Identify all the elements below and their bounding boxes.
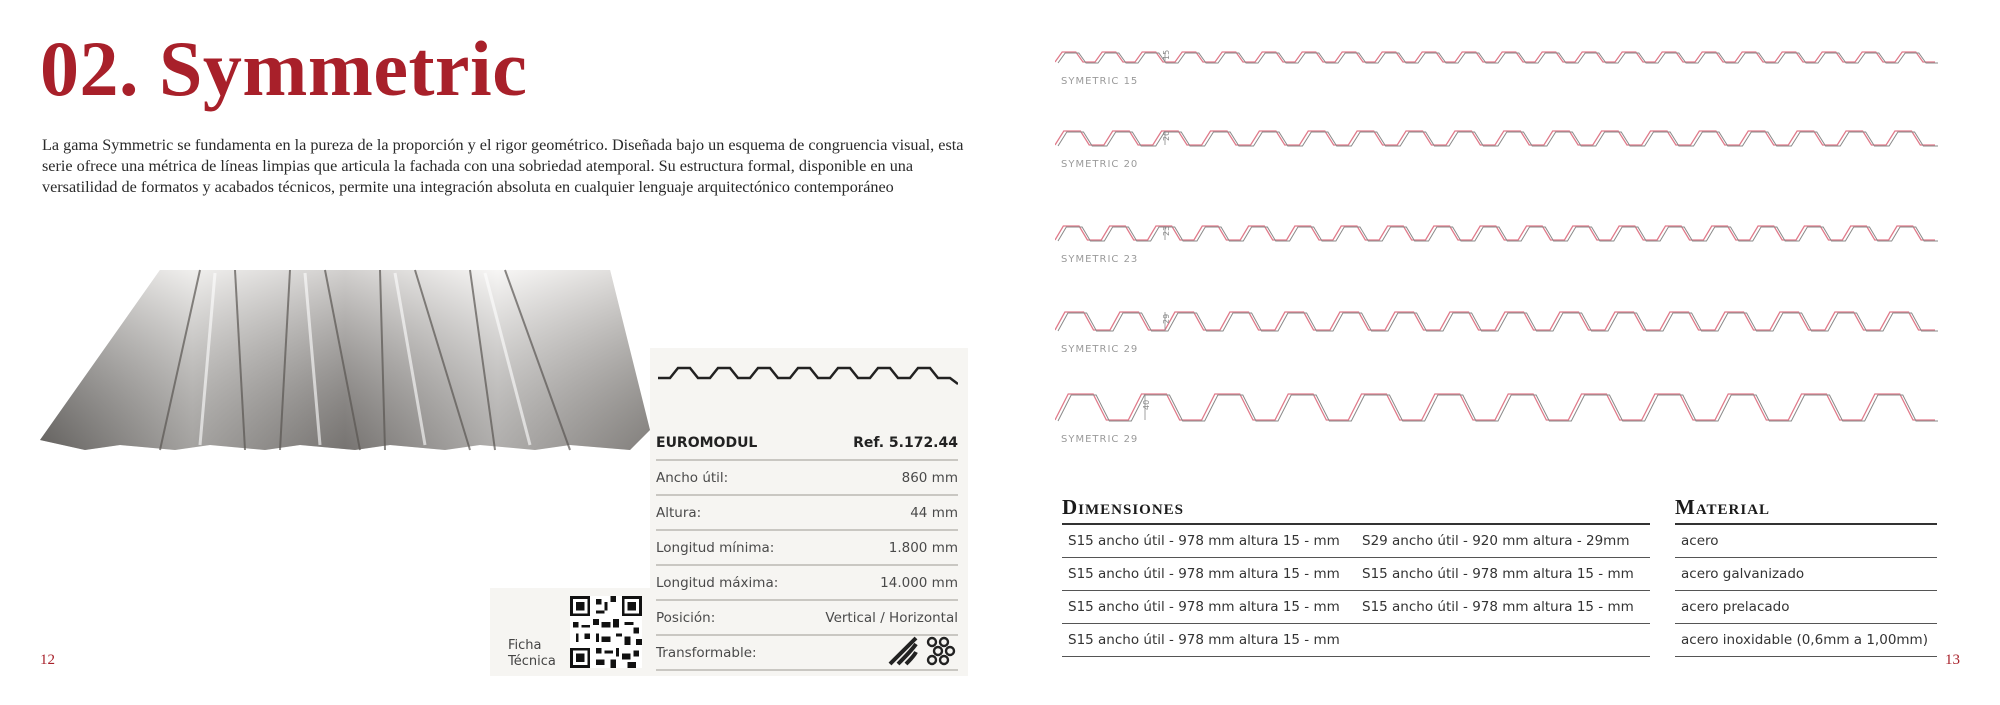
profile-label: SYMETRIC 23 (1061, 254, 1139, 265)
dimensions-row (1062, 624, 1650, 657)
spec-value: 14.000 mm (880, 575, 958, 591)
profile-outline-inner (1058, 313, 1938, 331)
spec-value: 1.800 mm (888, 540, 958, 556)
ficha-line: Ficha (508, 638, 542, 653)
profile-height-label: 15 (1162, 49, 1171, 60)
profile-label: SYMETRIC 29 (1061, 434, 1139, 445)
spec-label: Ancho útil: (656, 470, 729, 486)
spec-header-row (656, 425, 958, 461)
curved-sheet-icon (890, 638, 916, 664)
dimensions-row (1062, 525, 1650, 558)
profile-drawings (1055, 40, 1945, 460)
spec-row (656, 600, 958, 636)
ficha-line: Técnica (508, 654, 556, 669)
material-item: acero galvanizado (1681, 566, 1805, 582)
spec-value: Vertical / Horizontal (825, 610, 958, 626)
corrugated-sheet-image (30, 255, 650, 470)
profile-outline-outer (1055, 131, 1935, 145)
qr-code-icon[interactable] (570, 596, 642, 668)
ficha-tecnica-label (508, 638, 556, 670)
material-item: acero prelacado (1681, 599, 1790, 615)
product-name: EUROMODUL (656, 435, 758, 451)
intro-paragraph: La gama Symmetric se fundamenta en la pureza de la proporción y el rigor geométrico. Diseñada bajo un esquema de congruencia visual, esta serie ofrece una métrica de líneas limpias que articula la fachada con una sobriedad atemporal. Su estructura formal, disponible en una versatilidad de formatos y acabados técnicos, permite una integración absoluta en cualquier lenguaje arquitectónico contemporáneo (42, 136, 964, 196)
profile-outline-outer (1055, 226, 1935, 240)
spec-row (656, 460, 958, 496)
profile-outline-inner (1058, 132, 1938, 146)
profile-height-label: 40 (1142, 399, 1151, 410)
profile-height-label: 29 (1162, 313, 1171, 324)
material-item: acero inoxidable (0,6mm a 1,00mm) (1681, 632, 1928, 648)
spec-label: Posición: (656, 610, 716, 626)
spec-label: Altura: (656, 505, 702, 521)
perforated-sheet-icon (928, 638, 954, 664)
material-row (1675, 591, 1937, 624)
dimensions-cell: S15 ancho útil - 978 mm altura 15 - mm (1068, 599, 1340, 615)
profile-height-label: 23 (1162, 225, 1171, 236)
spec-row (656, 495, 958, 531)
dimensions-title: Dimensiones (1062, 495, 1185, 519)
profile-section-icon (658, 362, 958, 392)
dimensions-cell: S15 ancho útil - 978 mm altura 15 - mm (1068, 632, 1340, 648)
profile-label: SYMETRIC 29 (1061, 344, 1139, 355)
spec-value: 860 mm (901, 470, 958, 486)
page-title: 02. Symmetric (40, 25, 528, 112)
spec-row (656, 565, 958, 601)
material-row (1675, 525, 1937, 558)
material-title: Material (1675, 495, 1771, 519)
dimensions-cell: S15 ancho útil - 978 mm altura 15 - mm (1068, 566, 1340, 582)
dimensions-cell: S15 ancho útil - 978 mm altura 15 - mm (1362, 599, 1634, 615)
page-number-left: 12 (40, 652, 55, 668)
material-item: acero (1681, 533, 1719, 549)
material-row (1675, 624, 1937, 657)
dimensions-cell: S15 ancho útil - 978 mm altura 15 - mm (1362, 566, 1634, 582)
transformable-icons (888, 636, 956, 666)
profile-label: SYMETRIC 15 (1061, 76, 1139, 87)
dimensions-cell: S15 ancho útil - 978 mm altura 15 - mm (1068, 533, 1340, 549)
dimensions-row (1062, 558, 1650, 591)
dimensions-row (1062, 591, 1650, 624)
spec-value: 44 mm (910, 505, 958, 521)
spec-label: Longitud mínima: (656, 540, 775, 556)
profile-label: SYMETRIC 20 (1061, 159, 1139, 170)
spec-label: Longitud máxima: (656, 575, 779, 591)
material-row (1675, 558, 1937, 591)
page-number-right: 13 (1945, 652, 1960, 668)
profile-height-label: 20 (1162, 130, 1171, 141)
product-ref: Ref. 5.172.44 (853, 435, 958, 451)
spec-label: Transformable: (656, 645, 757, 661)
profile-outline-inner (1058, 395, 1938, 421)
spec-row (656, 530, 958, 566)
dimensions-cell: S29 ancho útil - 920 mm altura - 29mm (1362, 533, 1630, 549)
